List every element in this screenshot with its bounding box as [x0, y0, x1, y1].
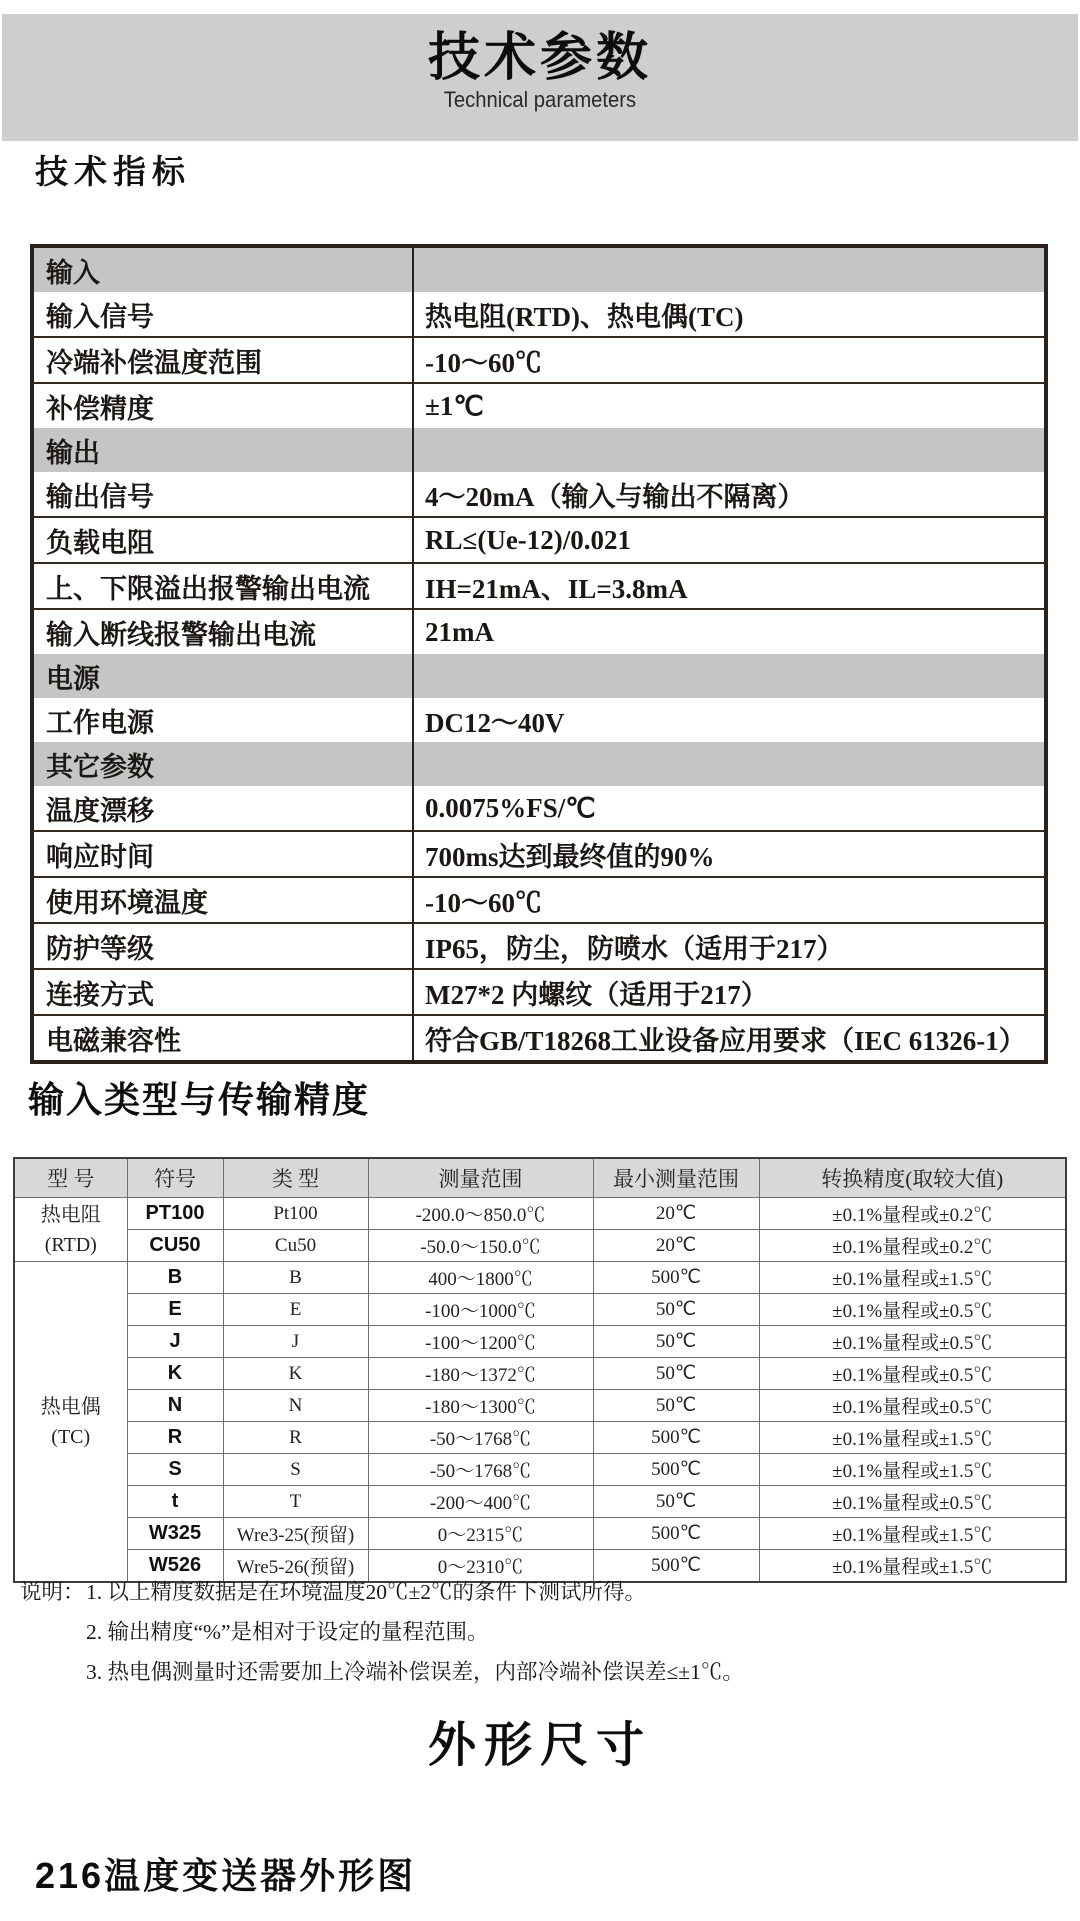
- row-value: IP65，防尘，防喷水（适用于217）: [413, 923, 1046, 969]
- table-row: [32, 742, 1046, 786]
- note-line: 1. 以上精度数据是在环境温度20℃±2℃的条件下测试所得。: [86, 1580, 647, 1604]
- notes-prefix: 说明：: [20, 1580, 85, 1604]
- symbol-cell: W526: [127, 1550, 223, 1583]
- table-row: [32, 517, 1046, 563]
- accuracy-cell: ±0.1%量程或±0.5℃: [759, 1326, 1066, 1358]
- range-cell: 400～1800℃: [368, 1262, 593, 1294]
- table-row: [14, 1358, 1066, 1390]
- accuracy-cell: ±0.1%量程或±0.5℃: [759, 1294, 1066, 1326]
- table-row: [32, 472, 1046, 517]
- row-label: 温度漂移: [32, 786, 413, 831]
- table-row: [14, 1390, 1066, 1422]
- table-row: [14, 1326, 1066, 1358]
- model-group-cell: [14, 1262, 127, 1583]
- row-label: 防护等级: [32, 923, 413, 969]
- notes: [20, 1572, 1020, 1692]
- table-row: [32, 831, 1046, 877]
- row-value: ±1℃: [413, 383, 1046, 428]
- row-value: M27*2 内螺纹（适用于217）: [413, 969, 1046, 1015]
- accuracy-cell: ±0.1%量程或±0.5℃: [759, 1390, 1066, 1422]
- table-row: [32, 877, 1046, 923]
- table-row: [14, 1198, 1066, 1230]
- table-row: [14, 1486, 1066, 1518]
- row-value: 21mA: [413, 609, 1046, 654]
- min-range-cell: 20℃: [593, 1230, 759, 1262]
- symbol-cell: R: [127, 1422, 223, 1454]
- symbol-cell: PT100: [127, 1198, 223, 1230]
- accuracy-cell: ±0.1%量程或±1.5℃: [759, 1422, 1066, 1454]
- spec-table: [30, 244, 1048, 1064]
- row-value: [413, 742, 1046, 786]
- spec-section-heading: 技术指标: [35, 153, 191, 190]
- row-value: 0.0075%FS/℃: [425, 792, 596, 823]
- table-row: [32, 923, 1046, 969]
- row-label: 工作电源: [32, 698, 413, 742]
- note-line: 2. 输出精度“%”是相对于设定的量程范围。: [86, 1620, 489, 1644]
- table-row: [14, 1454, 1066, 1486]
- model-group-cell: [14, 1198, 127, 1262]
- column-header: 类 型: [223, 1158, 368, 1198]
- row-value: 4～20mA（输入与输出不隔离）: [425, 481, 805, 512]
- column-header: 最小测量范围: [593, 1158, 759, 1198]
- range-cell: -100～1200℃: [368, 1326, 593, 1358]
- symbol-cell: J: [127, 1326, 223, 1358]
- table-row: [14, 1230, 1066, 1262]
- min-range-cell: 50℃: [593, 1390, 759, 1422]
- accuracy-cell: ±0.1%量程或±0.5℃: [759, 1486, 1066, 1518]
- symbol-cell: N: [127, 1390, 223, 1422]
- row-label: 连接方式: [32, 969, 413, 1015]
- table-row: [32, 654, 1046, 698]
- table-row: [32, 246, 1046, 292]
- row-label: 输入断线报警输出电流: [32, 609, 413, 654]
- type-cell: Pt100: [223, 1198, 368, 1230]
- table-row: [32, 428, 1046, 472]
- table-header-row: [14, 1158, 1066, 1198]
- type-cell: Cu50: [223, 1230, 368, 1262]
- group-label: 电源: [32, 654, 413, 698]
- note-line: 3. 热电偶测量时还需要加上冷端补偿误差，内部冷端补偿误差≤±1℃。: [86, 1660, 744, 1684]
- min-range-cell: 50℃: [593, 1326, 759, 1358]
- row-value: 热电阻(RTD)、热电偶(TC): [425, 301, 744, 332]
- row-label: 负载电阻: [32, 517, 413, 563]
- min-range-cell: 50℃: [593, 1358, 759, 1390]
- row-label: 冷端补偿温度范围: [32, 337, 413, 383]
- type-cell: T: [223, 1486, 368, 1518]
- type-cell: N: [223, 1390, 368, 1422]
- model-sublabel: (TC): [51, 1425, 91, 1448]
- model-sublabel: (RTD): [44, 1233, 97, 1256]
- accuracy-cell: ±0.1%量程或±1.5℃: [759, 1262, 1066, 1294]
- table-row: [32, 698, 1046, 742]
- table-row: [32, 337, 1046, 383]
- table-row: [32, 563, 1046, 609]
- table-row: [32, 786, 1046, 831]
- table-row: [14, 1422, 1066, 1454]
- symbol-cell: B: [127, 1262, 223, 1294]
- type-cell: Wre3-25(预留): [223, 1518, 368, 1550]
- row-label: 输入信号: [32, 292, 413, 337]
- row-value: 700ms达到最终值的90%: [413, 831, 1046, 877]
- table-row: [32, 1015, 1046, 1062]
- type-cell: E: [223, 1294, 368, 1326]
- page-title: 技术参数: [427, 29, 652, 87]
- row-value: -10～60℃: [413, 877, 1046, 923]
- row-value: IH=21mA、IL=3.8mA: [413, 563, 1046, 609]
- row-label: 响应时间: [32, 831, 413, 877]
- range-cell: -50～1768℃: [368, 1454, 593, 1486]
- row-value: [413, 246, 1046, 292]
- row-value: RL≤(Ue-12)/0.021: [413, 517, 1046, 563]
- accuracy-cell: ±0.1%量程或±1.5℃: [759, 1454, 1066, 1486]
- model-label: 热电偶: [40, 1395, 101, 1418]
- column-header: 符号: [127, 1158, 223, 1198]
- model-label: 热电阻: [40, 1203, 101, 1226]
- range-cell: -200.0～850.0℃: [368, 1198, 593, 1230]
- column-header: 测量范围: [368, 1158, 593, 1198]
- row-label: 电磁兼容性: [32, 1015, 413, 1062]
- type-cell: K: [223, 1358, 368, 1390]
- row-value: DC12～40V: [425, 707, 565, 738]
- accuracy-cell: ±0.1%量程或±0.2℃: [759, 1198, 1066, 1230]
- table-row: [32, 292, 1046, 337]
- min-range-cell: 50℃: [593, 1486, 759, 1518]
- row-value: [413, 654, 1046, 698]
- accuracy-cell: ±0.1%量程或±0.5℃: [759, 1358, 1066, 1390]
- range-cell: -180～1372℃: [368, 1358, 593, 1390]
- group-label: 输入: [32, 246, 413, 292]
- type-cell: R: [223, 1422, 368, 1454]
- column-header: 转换精度(取较大值): [759, 1158, 1066, 1198]
- min-range-cell: 500℃: [593, 1262, 759, 1294]
- group-label: 输出: [32, 428, 413, 472]
- symbol-cell: E: [127, 1294, 223, 1326]
- title-banner: [2, 14, 1078, 141]
- range-cell: -200～400℃: [368, 1486, 593, 1518]
- type-cell: S: [223, 1454, 368, 1486]
- range-cell: -100～1000℃: [368, 1294, 593, 1326]
- row-value: 符合GB/T18268工业设备应用要求（IEC 61326-1）: [413, 1015, 1046, 1062]
- row-label: 输出信号: [32, 472, 413, 517]
- accuracy-cell: ±0.1%量程或±1.5℃: [759, 1550, 1066, 1583]
- symbol-cell: CU50: [127, 1230, 223, 1262]
- row-label: 上、下限溢出报警输出电流: [32, 563, 413, 609]
- table-row: [14, 1518, 1066, 1550]
- type-cell: Wre5-26(预留): [223, 1550, 368, 1583]
- table-row: [32, 969, 1046, 1015]
- table-row: [32, 609, 1046, 654]
- symbol-cell: K: [127, 1358, 223, 1390]
- row-label: 使用环境温度: [32, 877, 413, 923]
- min-range-cell: 500℃: [593, 1454, 759, 1486]
- min-range-cell: 500℃: [593, 1422, 759, 1454]
- accuracy-cell: ±0.1%量程或±0.2℃: [759, 1230, 1066, 1262]
- min-range-cell: 500℃: [593, 1518, 759, 1550]
- table-row: [14, 1262, 1066, 1294]
- accuracy-cell: ±0.1%量程或±1.5℃: [759, 1518, 1066, 1550]
- range-cell: -180～1300℃: [368, 1390, 593, 1422]
- symbol-cell: t: [127, 1486, 223, 1518]
- row-value: -10～60℃: [413, 337, 1046, 383]
- min-range-cell: 50℃: [593, 1294, 759, 1326]
- outline-drawing-heading: 216温度变送器外形图: [35, 1855, 417, 1896]
- min-range-cell: 20℃: [593, 1198, 759, 1230]
- group-label: 其它参数: [32, 742, 413, 786]
- type-cell: J: [223, 1326, 368, 1358]
- range-cell: 0～2315℃: [368, 1518, 593, 1550]
- range-cell: 0～2310℃: [368, 1550, 593, 1583]
- table-row: [14, 1294, 1066, 1326]
- min-range-cell: 500℃: [593, 1550, 759, 1583]
- range-cell: -50.0～150.0℃: [368, 1230, 593, 1262]
- accuracy-table: [13, 1157, 1067, 1583]
- range-cell: -50～1768℃: [368, 1422, 593, 1454]
- symbol-cell: W325: [127, 1518, 223, 1550]
- column-header: 型 号: [14, 1158, 127, 1198]
- symbol-cell: S: [127, 1454, 223, 1486]
- table-row: [32, 383, 1046, 428]
- type-cell: B: [223, 1262, 368, 1294]
- accuracy-section-heading: 输入类型与传输精度: [28, 1079, 371, 1120]
- page-subtitle: Technical parameters: [443, 87, 637, 113]
- row-label: 补偿精度: [32, 383, 413, 428]
- dimensions-section-heading: 外形尺寸: [427, 1719, 652, 1772]
- row-value: [413, 428, 1046, 472]
